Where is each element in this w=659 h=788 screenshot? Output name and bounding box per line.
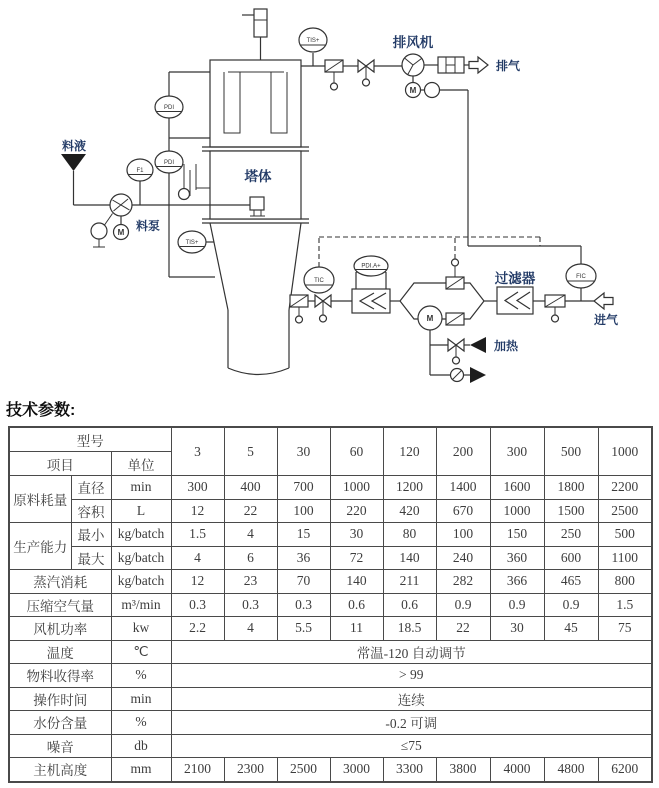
intake-arrow-icon — [594, 293, 613, 309]
exhaust-arrow-icon — [469, 57, 488, 73]
row-label: 温度 — [9, 640, 111, 664]
cell-r0-c0: 300 — [171, 476, 224, 500]
cell-r0-c8: 2200 — [598, 476, 652, 500]
cell-r2-c0: 1.5 — [171, 523, 224, 547]
cell-r3-c3: 72 — [330, 546, 383, 570]
cell-r2-c5: 100 — [436, 523, 490, 547]
row-group-label: 生产能力 — [9, 523, 71, 570]
cell-r5-c0: 0.3 — [171, 593, 224, 617]
model-col-4: 120 — [383, 427, 436, 476]
tis-cone-label: TIS+ — [185, 240, 199, 246]
row-unit: kg/batch — [111, 570, 171, 594]
cell-r1-c0: 12 — [171, 499, 224, 523]
row-label: 主机高度 — [9, 758, 111, 782]
row-unit: % — [111, 664, 171, 688]
model-col-6: 300 — [490, 427, 544, 476]
cell-r4-c8: 800 — [598, 570, 652, 594]
row-span-value: 连续 — [171, 687, 652, 711]
tower-top-motor — [242, 9, 267, 60]
cell-r12-c1: 2300 — [224, 758, 277, 782]
params-table — [8, 426, 653, 783]
cell-r12-c6: 4000 — [490, 758, 544, 782]
header-model-label: 型号 — [9, 427, 171, 452]
row-sub-label: 最小 — [71, 523, 111, 547]
cell-r2-c1: 4 — [224, 523, 277, 547]
cell-r12-c4: 3300 — [383, 758, 436, 782]
cell-r3-c6: 360 — [490, 546, 544, 570]
cell-r5-c4: 0.6 — [383, 593, 436, 617]
model-col-1: 5 — [224, 427, 277, 476]
condensate-arrow-icon — [470, 367, 486, 383]
pdi-upper-label: PDI — [163, 105, 175, 111]
pump-pressure-gauge — [91, 214, 113, 248]
intake-label: 进气 — [593, 313, 619, 327]
cell-r4-c0: 12 — [171, 570, 224, 594]
row-sub-label: 直径 — [71, 476, 111, 500]
bypass-top-damper — [446, 237, 464, 289]
cell-r5-c1: 0.3 — [224, 593, 277, 617]
condensate-branch — [430, 367, 486, 383]
row-unit: ℃ — [111, 640, 171, 664]
diagram-svg — [0, 0, 659, 393]
cell-r0-c6: 1600 — [490, 476, 544, 500]
cell-r4-c1: 23 — [224, 570, 277, 594]
cell-r1-c2: 100 — [277, 499, 330, 523]
pump-motor-label: M — [117, 228, 125, 237]
cell-r12-c0: 2100 — [171, 758, 224, 782]
row-label: 操作时间 — [9, 687, 111, 711]
row-unit: mm — [111, 758, 171, 782]
exhaust-fan-label: 排风机 — [392, 35, 434, 50]
cell-r5-c3: 0.6 — [330, 593, 383, 617]
exhaust-label: 排气 — [495, 59, 521, 73]
row-label: 水份含量 — [9, 711, 111, 735]
fic-gauge — [566, 264, 596, 301]
table-row — [9, 546, 652, 570]
tic-gauge-label: TIC — [314, 278, 324, 284]
row-label: 压缩空气量 — [9, 593, 111, 617]
signal-line-solid — [440, 90, 582, 264]
row-sub-label: 最大 — [71, 546, 111, 570]
pdi-lower-label: PDI — [163, 160, 175, 166]
row-unit: min — [111, 687, 171, 711]
cell-r0-c1: 400 — [224, 476, 277, 500]
cell-r4-c4: 211 — [383, 570, 436, 594]
process-flow-diagram — [0, 0, 659, 393]
model-col-2: 30 — [277, 427, 330, 476]
intake-damper — [545, 295, 565, 322]
cell-r1-c8: 2500 — [598, 499, 652, 523]
cell-r2-c6: 150 — [490, 523, 544, 547]
feed-liquid-label: 料液 — [61, 139, 87, 153]
row-span-value: ≤75 — [171, 734, 652, 758]
hot-air-butterfly-valve — [315, 295, 331, 322]
heating-label: 加热 — [493, 339, 519, 353]
table-row — [9, 593, 652, 617]
cell-r3-c2: 36 — [277, 546, 330, 570]
steam-inlet-arrow-icon — [470, 337, 486, 353]
row-unit: kw — [111, 617, 171, 641]
cell-r0-c5: 1400 — [436, 476, 490, 500]
cell-r12-c7: 4800 — [544, 758, 598, 782]
row-sub-label: 容积 — [71, 499, 111, 523]
tower-label: 塔体 — [244, 169, 272, 184]
cell-r1-c1: 22 — [224, 499, 277, 523]
cell-r6-c1: 4 — [224, 617, 277, 641]
exhaust-butterfly-valve — [358, 60, 374, 86]
cell-r5-c5: 0.9 — [436, 593, 490, 617]
table-row — [9, 523, 652, 547]
bypass-duct — [400, 283, 484, 319]
exhaust-fan — [402, 54, 424, 76]
header-item-label: 项目 — [9, 452, 111, 476]
table-row — [9, 570, 652, 594]
cell-r0-c3: 1000 — [330, 476, 383, 500]
intake-filter — [497, 287, 533, 314]
row-unit: min — [111, 476, 171, 500]
cell-r12-c8: 6200 — [598, 758, 652, 782]
cell-r4-c7: 465 — [544, 570, 598, 594]
cell-r6-c5: 22 — [436, 617, 490, 641]
feed-pump-label: 料泵 — [135, 219, 161, 233]
cell-r1-c3: 220 — [330, 499, 383, 523]
cell-r1-c6: 1000 — [490, 499, 544, 523]
cell-r3-c1: 6 — [224, 546, 277, 570]
cell-r6-c2: 5.5 — [277, 617, 330, 641]
cell-r5-c6: 0.9 — [490, 593, 544, 617]
cell-r2-c4: 80 — [383, 523, 436, 547]
table-row — [9, 499, 652, 523]
row-unit: m³/min — [111, 593, 171, 617]
table-row — [9, 711, 652, 735]
row-span-value: -0.2 可调 — [171, 711, 652, 735]
row-label: 物料收得率 — [9, 664, 111, 688]
feed-funnel — [61, 154, 86, 205]
params-table-head — [9, 427, 652, 476]
model-col-8: 1000 — [598, 427, 652, 476]
table-row — [9, 687, 652, 711]
section-title: 技术参数: — [6, 402, 76, 419]
row-span-value: 常温-120 自动调节 — [171, 640, 652, 664]
header-unit-label: 单位 — [111, 452, 171, 476]
cell-r6-c6: 30 — [490, 617, 544, 641]
filter-label: 过滤器 — [494, 271, 536, 286]
cell-r6-c4: 18.5 — [383, 617, 436, 641]
table-row — [9, 664, 652, 688]
table-row — [9, 476, 652, 500]
tis-top-label: TIS+ — [306, 38, 320, 44]
exhaust-fan-motor-label: M — [409, 86, 417, 95]
model-col-5: 200 — [436, 427, 490, 476]
cell-r2-c3: 30 — [330, 523, 383, 547]
row-unit: % — [111, 711, 171, 735]
cell-r3-c0: 4 — [171, 546, 224, 570]
cell-r4-c2: 70 — [277, 570, 330, 594]
atomizer-air-symbol — [179, 164, 211, 200]
steam-heater — [352, 272, 390, 313]
cell-r3-c7: 600 — [544, 546, 598, 570]
cell-r0-c4: 1200 — [383, 476, 436, 500]
circulation-fan-motor-label: M — [426, 314, 434, 323]
cell-r12-c2: 2500 — [277, 758, 330, 782]
row-unit: kg/batch — [111, 523, 171, 547]
cell-r3-c4: 140 — [383, 546, 436, 570]
cell-r5-c7: 0.9 — [544, 593, 598, 617]
cell-r2-c2: 15 — [277, 523, 330, 547]
row-span-value: > 99 — [171, 664, 652, 688]
tower-cone-and-bowl — [210, 223, 301, 375]
cell-r12-c5: 3800 — [436, 758, 490, 782]
cell-r3-c8: 1100 — [598, 546, 652, 570]
fi-gauge-label: F1 — [136, 168, 144, 174]
cell-r1-c4: 420 — [383, 499, 436, 523]
cell-r5-c2: 0.3 — [277, 593, 330, 617]
pdi-heater-label: PDI.A+ — [361, 263, 381, 270]
bypass-bottom-damper — [446, 313, 464, 325]
row-unit: kg/batch — [111, 546, 171, 570]
silencer — [438, 57, 464, 73]
fic-gauge-label: FIC — [576, 274, 586, 280]
fi-gauge — [127, 159, 153, 205]
exhaust-damper — [325, 60, 343, 90]
cell-r2-c8: 500 — [598, 523, 652, 547]
steam-inlet-branch — [430, 337, 486, 364]
cell-r4-c5: 282 — [436, 570, 490, 594]
cell-r0-c2: 700 — [277, 476, 330, 500]
cell-r5-c8: 1.5 — [598, 593, 652, 617]
model-col-0: 3 — [171, 427, 224, 476]
row-unit: L — [111, 499, 171, 523]
row-group-label: 原料耗量 — [9, 476, 71, 523]
cell-r6-c0: 2.2 — [171, 617, 224, 641]
table-row — [9, 758, 652, 782]
model-col-7: 500 — [544, 427, 598, 476]
hot-air-damper — [290, 295, 308, 323]
cell-r6-c7: 45 — [544, 617, 598, 641]
bag-filter-housing — [210, 60, 301, 147]
cell-r6-c8: 75 — [598, 617, 652, 641]
row-label: 风机功率 — [9, 617, 111, 641]
cell-r12-c3: 3000 — [330, 758, 383, 782]
cell-r4-c6: 366 — [490, 570, 544, 594]
row-label: 蒸汽消耗 — [9, 570, 111, 594]
table-row — [9, 734, 652, 758]
cell-r0-c7: 1800 — [544, 476, 598, 500]
params-table-body — [9, 476, 652, 782]
cell-r2-c7: 250 — [544, 523, 598, 547]
cell-r3-c5: 240 — [436, 546, 490, 570]
table-row — [9, 640, 652, 664]
cell-r1-c5: 670 — [436, 499, 490, 523]
table-row — [9, 617, 652, 641]
cell-r4-c3: 140 — [330, 570, 383, 594]
tis-top-gauge — [299, 28, 327, 66]
model-col-3: 60 — [330, 427, 383, 476]
row-label: 噪音 — [9, 734, 111, 758]
cell-r1-c7: 1500 — [544, 499, 598, 523]
cell-r6-c3: 11 — [330, 617, 383, 641]
row-unit: db — [111, 734, 171, 758]
